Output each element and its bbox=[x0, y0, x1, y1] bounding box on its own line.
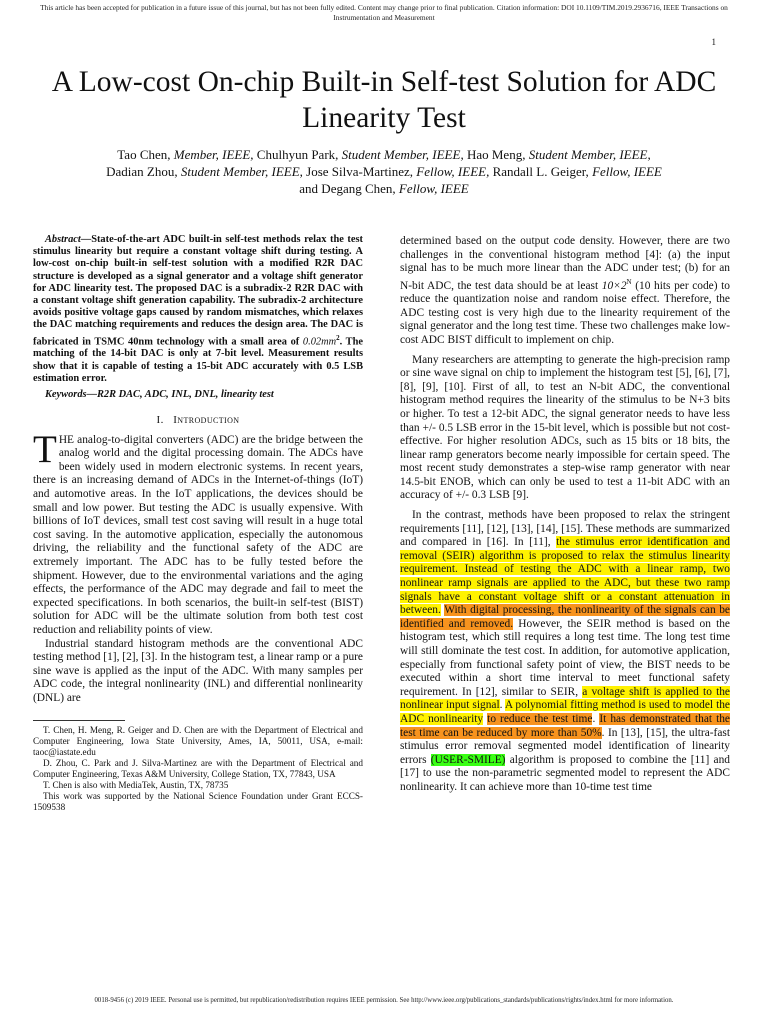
math-expression: 10×2 bbox=[601, 279, 627, 292]
highlight-yellow: A polynomial fitting method is used to model the ADC nonlinearity bbox=[400, 699, 730, 725]
copyright-footer: 0018-9456 (c) 2019 IEEE. Personal use is permitted, but republication/redistribution requires IEEE permission. See http://www.ieee.org/publications_standards/publications/rights/index.html for more information. bbox=[94, 997, 674, 1004]
abstract-label: Abstract bbox=[45, 234, 81, 245]
author-role: Fellow, IEEE bbox=[592, 164, 662, 179]
highlight-orange: to reduce the test time bbox=[487, 712, 593, 725]
author-name: Dadian Zhou, bbox=[106, 164, 181, 179]
author-name: Hao Meng, bbox=[463, 147, 529, 162]
highlight-yellow: a voltage shift is applied to the nonlinear input signal bbox=[400, 685, 730, 712]
author-role: Student Member, IEEE, bbox=[341, 147, 464, 162]
author-list bbox=[30, 146, 738, 197]
footnote: This work was supported by the National Science Foundation under Grant ECCS-1509538 bbox=[33, 790, 363, 812]
body-paragraph: determined based on the output code density. However, there are two challenges in the conventional histogram method [4]: (a) the input signal has to be much more linear than the ADC under test; (b) for an N-bit ADC, the test data should be at least $10\times 2^N$ (10 hits per code) to reduce the quantization noise and random noise effect. Therefore, the ADC testing cost is very high due to the linearity requirement of the signal generator and the long test time. These two challenges make low-cost ADC BIST difficult to implement on chip. bbox=[400, 235, 730, 346]
highlight-green: (USER-SMILE) bbox=[430, 753, 506, 766]
abstract: Abstract—State-of-the-art ADC built-in self-test methods relax the test stimulus linearity but require a constant voltage shift during testing. A low-cost on-chip built-in self-test solution with a modified R2R DAC structure is developed as a signal generator and a voltage shift generator for ADC linearity test. The proposed DAC is a subradix-2 R2R DAC with a constant voltage shift generation capability. The subradix-2 architecture avoids positive voltage gaps caused by random mismatches, which relaxes the DAC matching requirements and reduces the design area. The DAC is fabricated in TSMC 40nm technology with a small area of $0.02mm^2$. The matching of the 14-bit DAC is only at 7-bit level. Measurement results show that it is capable of testing a 15-bit ADC accurately with 0.5 LSB estimation error. bbox=[33, 234, 363, 384]
author-name: Chulhyun Park, bbox=[253, 147, 342, 162]
footnote: T. Chen, H. Meng, R. Geiger and D. Chen are with the Department of Electrical and Computer Engineering, Iowa State University, Ames, IA, 50011, USA, e-mail: taoc@iastate.edu bbox=[33, 724, 363, 757]
author-role: Fellow, IEEE, bbox=[416, 164, 490, 179]
footnote: D. Zhou, C. Park and J. Silva-Martinez are with the Department of Electrical and Computer Engineering, Texas A&M University, College Station, TX, 77843, USA bbox=[33, 757, 363, 779]
abstract-area: 0.02mm bbox=[302, 336, 337, 348]
abstract-text-end: . The matching of the 14-bit DAC is only at 7-bit level. Measurement results show that it is capable of testing a 15-bit ADC accurately with 0.5 LSB estimation error. bbox=[33, 336, 363, 384]
intro-paragraph: THE analog-to-digital converters (ADC) are the bridge between the analog world and the digital processing domain. The ADCs have been widely used in modern electronic systems. In recent years, there is an increasing demand of ADCs in the Internet-of-things (IoT) and automotive areas. In the IoT applications, the devices should be small and low power. But testing the ADC is usually expensive. With billions of IoT devices, small test cost saving will result in a huge total cost saving. In the automotive application, especially the autonomous driving, the reliability and the functional safety of the ADC are extremely important. The ADC has to be fully tested before the shipment. However, due to the environmental variations and the aging effects, the performance of the ADC may degrade and fail to meet the expected specifications. In both scenarios, the built-in self-test (BIST) solution for ADC will be the ultimate solution from both test cost reduction and reliability points of view. bbox=[33, 427, 363, 637]
right-column bbox=[400, 235, 730, 795]
author-name: Jose Silva-Martinez, bbox=[302, 164, 417, 179]
author-name: and Degang Chen, bbox=[299, 181, 399, 196]
footnote: T. Chen is also with MediaTek, Austin, TX, 78735 bbox=[43, 779, 229, 790]
footnotes bbox=[33, 725, 363, 813]
left-column bbox=[33, 234, 363, 813]
footnote-rule bbox=[33, 720, 125, 721]
journal-header-note: This article has been accepted for publication in a future issue of this journal, but has not been fully edited. Content may change prior to final publication. Citation information: DOI 10.1109/TIM.2019.2936716, IEEE Transactions on Instrumentation and Measurement bbox=[40, 3, 728, 22]
highlight-orange: With digital processing, the nonlinearity of the signals can be identified and removed. bbox=[400, 604, 730, 630]
author-role: Fellow, IEEE bbox=[398, 181, 469, 196]
page-number: 1 bbox=[711, 37, 716, 47]
author-name: Tao Chen, bbox=[117, 147, 174, 162]
intro-paragraph: Industrial standard histogram methods are the conventional ADC testing method [1], [2], [3]. In the histogram test, a linear ramp or a pure sine wave is applied as the input of the ADC. With many samples per ADC code, the integral nonlinearity (INL) and differential nonlinearity (DNL) are bbox=[33, 637, 363, 704]
body-paragraph: In the contrast, methods have been proposed to relax the stringent requirements [11], [12], [13], [14], [15]. These methods are summarized and compared in [16]. In [11], the stimulus error identification and removal (SEIR) algorithm is proposed to relax the stimulus linearity requirement. Instead of testing the ADC with a linear ramp, two nonlinear ramp signals are applied to the ADC, but these two ramp signals have a constant voltage shift or a constant attenuation in between. With digital processing, the nonlinearity of the signals can be identified and removed. However, the SEIR method is based on the histogram test, which still requires a long test time. The long test time will still dominate the test cost. In addition, for automotive application, especially from functional safety point of view, the BIST needs to be executed within a short time interval to meet functional safety requirement. In [12], similar to SEIR, a voltage shift is applied to the nonlinear input signal. A polynomial fitting method is used to model the ADC nonlinearity to reduce the test time. It has demonstrated that the test time can be reduced by more than 50%. In [13], [15], the ultra-fast stimulus error removal segmented model identification of linearity errors (USER-SMILE) algorithm is proposed to combine the [11] and [17] to use the non-parametric segmented model to represent the ADC nonlinearity. It can achieve more than 10-time test time bbox=[400, 509, 731, 793]
highlight-yellow: the stimulus error identification and removal (SEIR) algorithm is proposed to relax the stimulus linearity requirement. Instead of testing the ADC with a linear ramp, two nonlinear ramp signals are applied to the ADC, but these two ramp signals have a constant voltage shift or a constant attenuation in between. bbox=[400, 536, 731, 617]
body-paragraph: Many researchers are attempting to generate the high-precision ramp or sine wave signal on chip to implement the histogram test [5], [6], [7], [8], [9], [10]. First of all, to test an N-bit ADC, the conventional histogram method requires the linearity of the stimulus to be N+3 bits or higher. To test a 12-bit ADC, the signal generator needs to have less than +/- 0.5 LSB error in the 15-bit level, which is possible but not cost-effective. For higher resolution ADCs, such as 15 bits or 18 bits, the linear ramp generators become nearly impossible for certain speed. The most recent study demonstrates a step-wise ramp generator with near 14.5-bit ENOB, which can only be used to test a 11-bit ADC with an accuracy of +/- 0.3 LSB [9]. bbox=[400, 353, 730, 502]
highlight-orange: It has demonstrated that the test time can be reduced by more than 50% bbox=[400, 712, 730, 739]
author-role: Student Member, IEEE, bbox=[528, 147, 651, 162]
author-role: Student Member, IEEE, bbox=[180, 164, 303, 179]
author-name: Randall L. Geiger, bbox=[489, 164, 593, 179]
author-role: Member, IEEE, bbox=[173, 147, 254, 162]
keywords: Keywords—R2R DAC, ADC, INL, DNL, linearity test bbox=[45, 388, 274, 400]
paper-title: A Low-cost On-chip Built-in Self-test Solution for ADC Linearity Test bbox=[51, 66, 717, 134]
abstract-text: —State-of-the-art ADC built-in self-test methods relax the test stimulus linearity but require a constant voltage shift during testing. A low-cost on-chip built-in self-test solution with a modified R2R DAC structure is developed as a signal generator and a voltage shift generator for ADC linearity test. The proposed DAC is a subradix-2 R2R DAC with a constant voltage shift generation capability. The subradix-2 architecture avoids positive voltage gaps caused by random mismatches, which relaxes the DAC matching requirements and reduces the design area. The DAC is fabricated in TSMC 40nm technology with a small area of bbox=[33, 234, 363, 348]
section-heading: I. Introduction bbox=[156, 414, 240, 427]
drop-cap: T bbox=[33, 427, 57, 471]
